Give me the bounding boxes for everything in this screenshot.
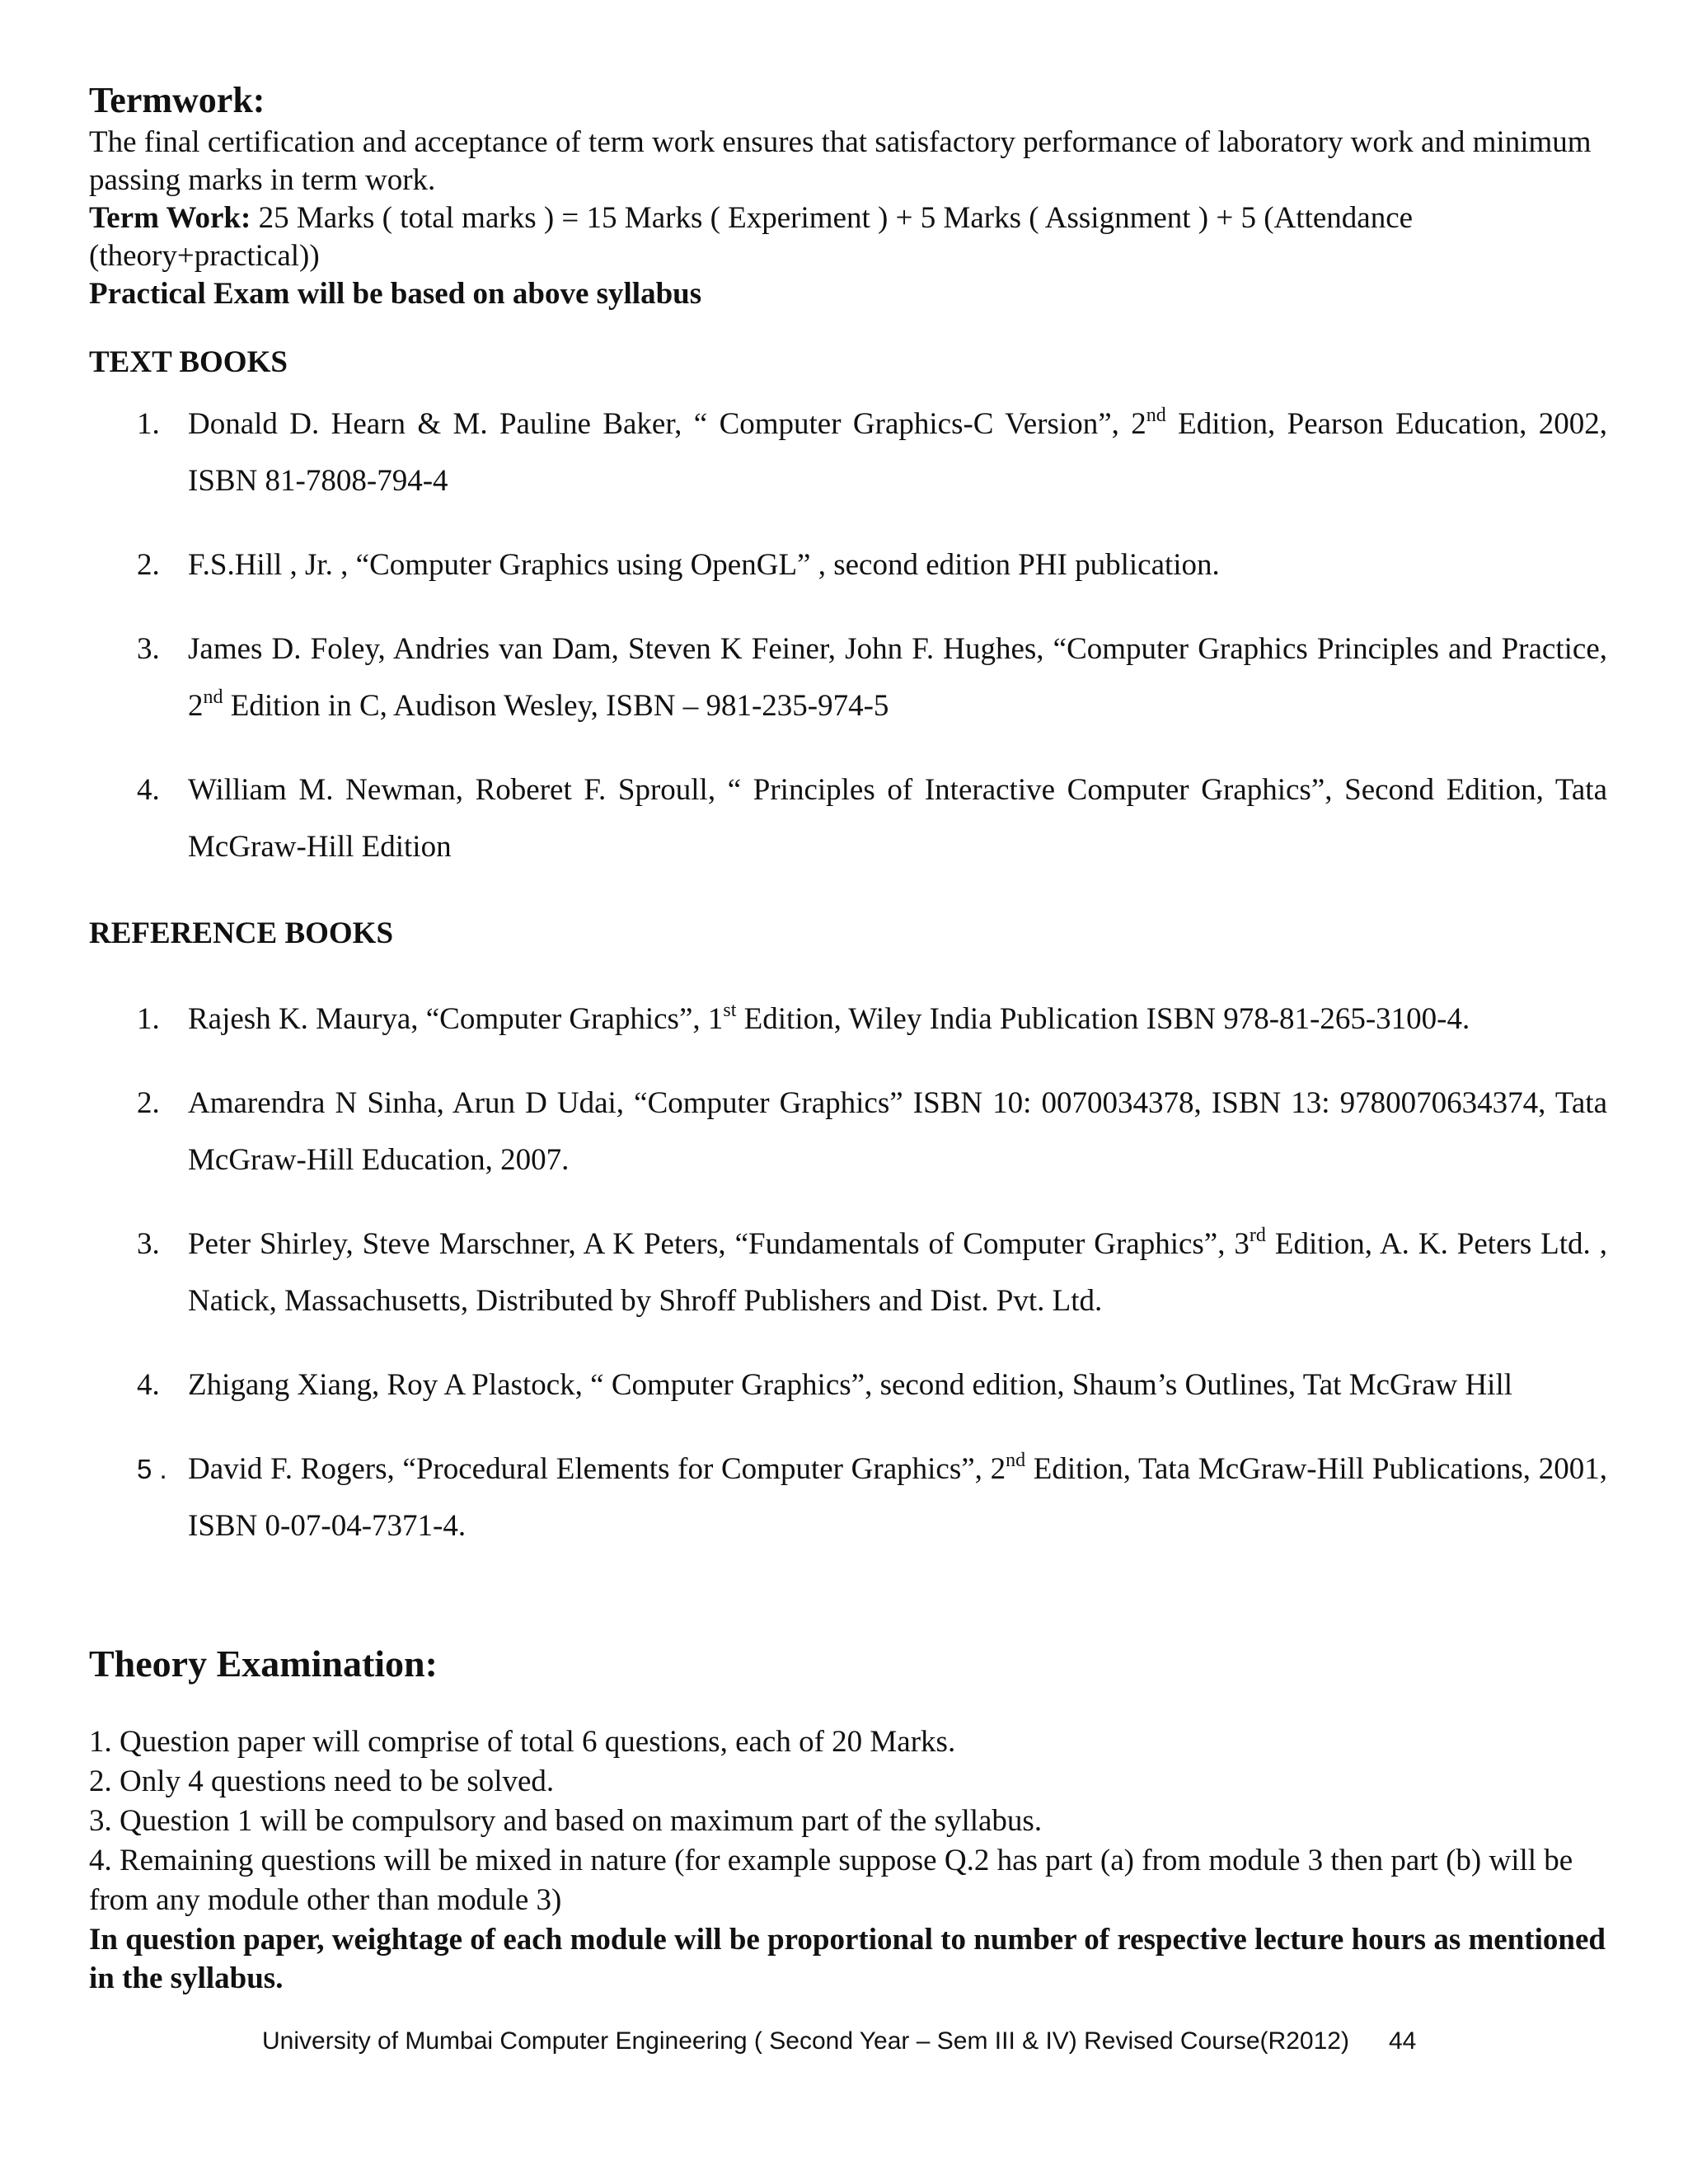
page-number: 44 [1388, 2027, 1417, 2055]
reference-book-item: 3. Peter Shirley, Steve Marschner, A K Peters, “Fundamentals of Computer Graphics”, 3rd Edition, A. K. Peters Ltd. , Natick, Massachusetts, Distributed by Shroff Publishers and Dist. Pvt. Ltd. [137, 1225, 1607, 1318]
practical-exam-note: Practical Exam will be based on above syllabus [89, 277, 702, 311]
term-work-marks-text: 25 Marks ( total marks ) = 15 Marks ( Experiment ) + 5 Marks ( Assignment ) + 5 (Attendance (theory+practical)) [89, 201, 1414, 273]
page-footer [262, 2027, 1416, 2055]
reference-books-list [89, 991, 1607, 1582]
text-book-item: 1. Donald D. Hearn & M. Pauline Baker, “ Computer Graphics-C Version”, 2nd Edition, Pearson Education, 2002, ISBN 81-7808-794-4 [137, 405, 1607, 498]
reference-book-item: 1. Rajesh K. Maurya, “Computer Graphics”, 1st Edition, Wiley India Publication ISBN 978-81-265-3100-4. [137, 1000, 1470, 1036]
theory-examination-section [89, 1722, 1606, 1998]
text-books-list [89, 396, 1607, 902]
term-work-marks [89, 199, 1606, 275]
text-book-item: 3. James D. Foley, Andries van Dam, Steven K Feiner, John F. Hughes, “Computer Graphics Principles and Practice, 2nd Edition in C, Audison Wesley, ISBN – 981-235-974-5 [137, 632, 1607, 723]
reference-book-item: 5 . David F. Rogers, “Procedural Elements for Computer Graphics”, 2nd Edition, Tata McGraw-Hill Publications, 2001, ISBN 0-07-04-7371-4. [137, 1450, 1607, 1543]
reference-books-heading: REFERENCE BOOKS [89, 916, 394, 950]
reference-book-item: 2. Amarendra N Sinha, Arun D Udai, “Computer Graphics” ISBN 10: 0070034378, ISBN 13: 9780070634374, Tata McGraw-Hill Education, 2007. [137, 1086, 1607, 1177]
theory-point: 4. Remaining questions will be mixed in nature (for example suppose Q.2 has part (a) from module 3 then part (b) will be from any module other than module 3) [89, 1844, 1573, 1917]
text-books-heading: TEXT BOOKS [89, 345, 288, 379]
termwork-section [89, 124, 1606, 313]
termwork-heading: Termwork: [89, 80, 265, 120]
term-work-label: Term Work: [89, 201, 251, 235]
theory-examination-heading: Theory Examination: [89, 1643, 438, 1685]
footer-text: University of Mumbai Computer Engineering ( Second Year – Sem III & IV) Revised Course(R2012) [262, 2027, 1349, 2055]
termwork-paragraph: The final certification and acceptance of term work ensures that satisfactory performance of laboratory work and minimum passing marks in term work. [89, 125, 1592, 197]
text-book-item: 2. F.S.Hill , Jr. , “Computer Graphics using OpenGL” , second edition PHI publication. [137, 548, 1220, 582]
text-book-item: 4. William M. Newman, Roberet F. Sproull, “ Principles of Interactive Computer Graphics”, Second Edition, Tata McGraw-Hill Edition [137, 773, 1607, 864]
theory-point: 3. Question 1 will be compulsory and based on maximum part of the syllabus. [89, 1804, 1043, 1838]
reference-book-item: 4. Zhigang Xiang, Roy A Plastock, “ Computer Graphics”, second edition, Shaum’s Outlines, Tat McGraw Hill [137, 1368, 1513, 1402]
weightage-note: In question paper, weightage of each module will be proportional to number of respective lecture hours as mentioned in the syllabus. [89, 1923, 1606, 1995]
theory-point: 1. Question paper will comprise of total 6 questions, each of 20 Marks. [89, 1725, 956, 1759]
theory-point: 2. Only 4 questions need to be solved. [89, 1765, 555, 1798]
